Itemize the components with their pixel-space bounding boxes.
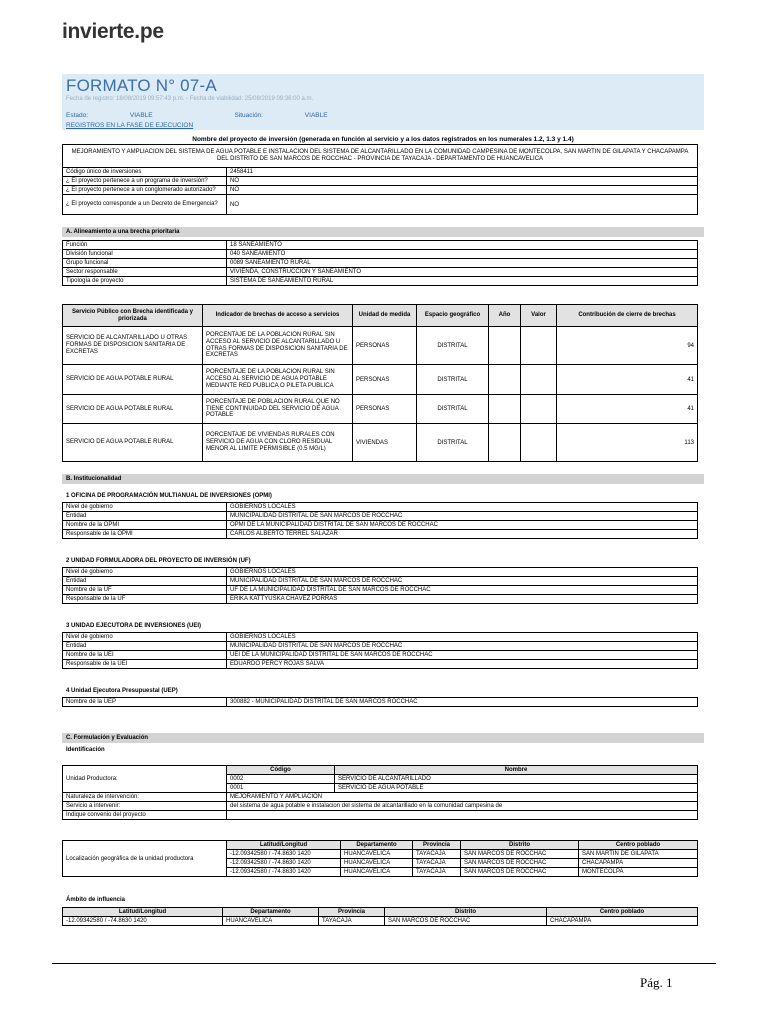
section-a-band: A. Alineamiento a una brecha prioritaria: [62, 227, 704, 237]
table-row: Responsable de la OPMI CARLOS ALBERTO TERREL SALAZAR: [63, 530, 698, 539]
ambito-heading: Ámbito de influencia: [66, 897, 126, 903]
table-row: Nombre de la UEI UEI DE LA MUNICIPALIDAD DISTRITAL DE SAN MARCOS DE ROCCHAC: [63, 651, 698, 660]
table-row: Entidad MUNICIPALIDAD DISTRITAL DE SAN MARCOS DE ROCCHAC: [63, 642, 698, 651]
table-row: Responsable de la UEI EDUARDO PERCY ROJAS SALVA: [63, 660, 698, 669]
section-b-band: B. Institucionalidad: [62, 474, 704, 484]
table-row: 0001 SERVICIO DE AGUA POTABLE: [63, 784, 698, 793]
table-row: -12.09342580 / -74.8630 1420 HUANCAVELICA TAYACAJA SAN MARCOS DE ROCCHAC CHACAPAMPA: [63, 859, 698, 868]
table-row: Nombre de la OPMI OPMI DE LA MUNICIPALIDAD DISTRITAL DE SAN MARCOS DE ROCCHAC: [63, 521, 698, 530]
table-row: SERVICIO DE AGUA POTABLE RURAL PORCENTAJE DE VIVIENDAS RURALES CON SERVICIO DE AGUA CON CLORO RESIDUAL MENOR AL LIMITE PERMISIBLE (0.5 MG/L) VIVIENDAS DISTRITAL 113: [63, 424, 698, 462]
formulacion-table: Unidad Productora: Código Nombre 0002 SERVICIO DE ALCANTARILLADO 0001 SERVICIO DE AGUA POTABLE Naturaleza de intervención: MEJORAMIENTO Y AMPLIACION Servicio a intervenir: del sistema de agua potable e instalacion del sistema de alcantarillado en la comunidad campesina de Indique convenio del proyecto: [62, 765, 698, 820]
table-row: Responsable de la UF ERIKA KATTYUSKA CHÁVEZ PORRAS: [63, 595, 698, 604]
table-row: 0002 SERVICIO DE ALCANTARILLADO: [63, 775, 698, 784]
page-title: FORMATO N° 07-A: [66, 76, 217, 95]
status-line: [66, 112, 408, 119]
table-row: Servicio a intervenir: del sistema de agua potable e instalacion del sistema de alcantarillado en la comunidad campesina de: [63, 802, 698, 811]
table-row: Indique convenio del proyecto: [63, 811, 698, 820]
uei-table: [62, 632, 698, 669]
table-row: Sector responsable VIVIENDA, CONSTRUCCION Y SANEAMIENTO: [63, 268, 698, 277]
page-number: Pág. 1: [640, 975, 673, 990]
section-c-band: C. Formulación y Evaluación: [62, 733, 704, 743]
table-row: -12.09342580 / -74.8630 1420 HUANCAVELICA TAYACAJA SAN MARCOS DE ROCCHAC MONTECOLPA: [63, 868, 698, 877]
uep-heading: 4 Unidad Ejecutora Presupuestal (UEP): [66, 688, 178, 694]
uf-table: [62, 567, 698, 604]
alineamiento-table: [62, 240, 698, 286]
registration-dates: Fecha de registro: 18/08/2019 09:57:43 p.m. - Fecha de viabilidad: 25/08/2019 09:36:00 a.m.: [66, 96, 314, 102]
uf-heading: 2 UNIDAD FORMULADORA DEL PROYECTO DE INVERSIÓN (UF): [66, 558, 251, 564]
uep-table: [62, 697, 698, 707]
table-row: SERVICIO DE AGUA POTABLE RURAL PORCENTAJE DE LA POBLACION RURAL SIN ACCESO AL SERVICIO DE AGUA POTABLE MEDIANTE RED PUBLICA O PILETA PUBLICA PERSONAS DISTRITAL 41: [63, 365, 698, 395]
table-row: Grupo funcional 0089 SANEAMIENTO RURAL: [63, 259, 698, 268]
table-row: Función 18 SANEAMIENTO: [63, 241, 698, 250]
project-name: MEJORAMIENTO Y AMPLIACION DEL SISTEMA DE AGUA POTABLE E INSTALACION DEL SISTEMA DE ALCANTARILLADO EN LA COMUNIDAD CAMPESINA DE MONTECOLPA, SAN MARTIN DE GILAPATA Y CHACAPAMPA DEL DISTRITO DE SAN MARCOS DE ROCCHAC - PROVINCIA DE TAYACAJA - DEPARTAMENTO DE HUANCAVELICA: [63, 145, 698, 168]
table-row: ¿ El proyecto pertenece a un programa de inversión? NO: [63, 177, 698, 186]
invierte-logo: [62, 20, 164, 44]
table-row: ¿ El proyecto pertenece a un conglomerado autorizado? NO: [63, 186, 698, 195]
brechas-table: Servicio Público con Brecha identificada y priorizada Indicador de brechas de acceso a servicios Unidad de medida Espacio geográfico Año Valor Contribución de cierre de brechas SERVICIO DE ALCANTARILLADO U OTRAS FORMAS DE DISPOSICION SANITARIA DE EXCRETAS PORCENTAJE DE LA POBLACION RURAL SIN ACCESO AL SERVICIO DE ALCANTARILLADO U OTRAS FORMAS DE DISPOSICION SANITARIA DE EXCRETAS PERSONAS DISTRITAL 94 SERVICIO DE AGUA POTABLE RURAL PORCENTAJE DE LA POBLACION RURAL SIN ACCESO AL SERVICIO DE AGUA POTABLE MEDIANTE RED PUBLICA O PILETA PUBLICA PERSONAS DISTRITAL 41 SERVICIO DE AGUA POTABLE RURAL PORCENTAJE DE POBLACION RURAL QUE NO TIENE CONTINUIDAD DEL SERVICIO DE AGUA POTABLE PERSONAS DISTRITAL 41 SERVICIO DE AGUA POTABLE RURAL PORCENTAJE DE VIVIENDAS RURALES CON SERVICIO DE AGUA CON CLORO RESIDUAL MENOR AL LIMITE PERMISIBLE (0.5 MG/L) VIVIENDAS DISTRITAL 113: [62, 304, 698, 462]
project-heading: Nombre del proyecto de inversión (generada en función al servicio y a los datos registrados en los numerales 1.2, 1.3 y 1.4): [192, 136, 574, 143]
table-row: Código único de inversiones 2458411: [63, 168, 698, 177]
project-table: [62, 144, 698, 215]
footer-divider: [52, 963, 716, 964]
registros-link[interactable]: REGISTROS EN LA FASE DE EJECUCION: [66, 122, 194, 129]
estado-field: Estado: VIABLE: [66, 112, 153, 119]
localizacion-table: Localización geográfica de la unidad productora Latitud/Longitud Departamento Provincia Distrito Centro poblado -12.09342580 / -74.8630 1420 HUANCAVELICA TAYACAJA SAN MARCOS DE ROCCHAC SAN MARTIN DE GILAPATA -12.09342580 / -74.8630 1420 HUANCAVELICA TAYACAJA SAN MARCOS DE ROCCHAC CHACAPAMPA -12.09342580 / -74.8630 1420 HUANCAVELICA TAYACAJA SAN MARCOS DE ROCCHAC MONTECOLPA: [62, 840, 698, 877]
ambito-table: Latitud/Longitud Departamento Provincia Distrito Centro poblado -12.09342580 / -74.8630 1420 HUANCAVELICA TAYACAJA SAN MARCOS DE ROCCHAC CHACAPAMPA: [62, 907, 698, 926]
table-row: -12.09342580 / -74.8630 1420 HUANCAVELICA TAYACAJA SAN MARCOS DE ROCCHAC CHACAPAMPA: [63, 917, 698, 926]
table-row: Entidad MUNICIPALIDAD DISTRITAL DE SAN MARCOS DE ROCCHAC: [63, 577, 698, 586]
table-row: Nivel de gobierno GOBIERNOS LOCALES: [63, 503, 698, 512]
unidad-productora-label: Unidad Productora:: [63, 766, 227, 793]
table-row: Naturaleza de intervención: MEJORAMIENTO Y AMPLIACION: [63, 793, 698, 802]
table-row: -12.09342580 / -74.8630 1420 HUANCAVELICA TAYACAJA SAN MARCOS DE ROCCHAC SAN MARTIN DE GILAPATA: [63, 850, 698, 859]
identificacion-heading: Identificación: [66, 747, 105, 753]
table-row: ¿ El proyecto corresponde a un Decreto de Emergencia? NO: [63, 195, 698, 215]
table-row: SERVICIO DE ALCANTARILLADO U OTRAS FORMAS DE DISPOSICION SANITARIA DE EXCRETAS PORCENTAJE DE LA POBLACION RURAL SIN ACCESO AL SERVICIO DE ALCANTARILLADO U OTRAS FORMAS DE DISPOSICION SANITARIA DE EXCRETAS PERSONAS DISTRITAL 94: [63, 327, 698, 365]
table-row: División funcional 040 SANEAMIENTO: [63, 250, 698, 259]
opmi-table: [62, 502, 698, 539]
table-row: Nombre de la UF UF DE LA MUNICIPALIDAD DISTRITAL DE SAN MARCOS DE ROCCHAC: [63, 586, 698, 595]
situacion-field: Situación: VIABLE: [234, 112, 328, 119]
uei-heading: 3 UNIDAD EJECUTORA DE INVERSIONES (UEI): [66, 623, 202, 629]
table-row: Tipología de proyecto SISTEMA DE SANEAMIENTO RURAL: [63, 277, 698, 286]
table-row: Nivel de gobierno GOBIERNOS LOCALES: [63, 633, 698, 642]
table-row: Nombre de la UEP 300882 - MUNICIPALIDAD DISTRITAL DE SAN MARCOS ROCCHAC: [63, 698, 698, 707]
localizacion-label: Localización geográfica de la unidad productora: [63, 841, 227, 877]
table-row: Entidad MUNICIPALIDAD DISTRITAL DE SAN MARCOS DE ROCCHAC: [63, 512, 698, 521]
logo-text: invierte.pe: [62, 20, 164, 43]
table-row: SERVICIO DE AGUA POTABLE RURAL PORCENTAJE DE POBLACION RURAL QUE NO TIENE CONTINUIDAD DEL SERVICIO DE AGUA POTABLE PERSONAS DISTRITAL 41: [63, 395, 698, 424]
table-row: Nivel de gobierno GOBIERNOS LOCALES: [63, 568, 698, 577]
opmi-heading: 1 OFICINA DE PROGRAMACIÓN MULTIANUAL DE INVERSIONES (OPMI): [66, 493, 272, 499]
